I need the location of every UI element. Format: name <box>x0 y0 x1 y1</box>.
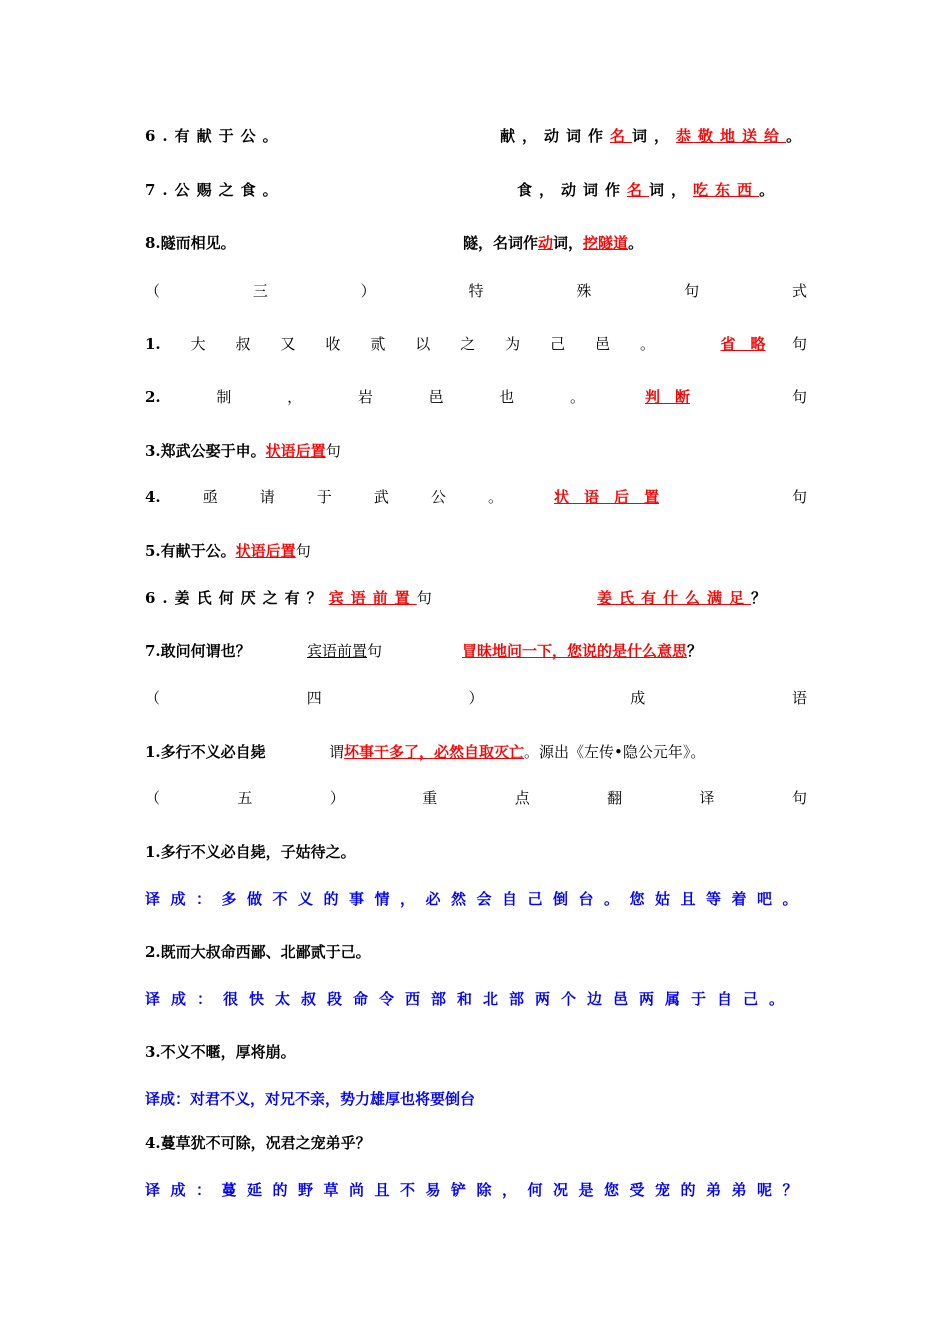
translation-answer-2: 译成：很快太叔段命令西部和北部两个边邑两属于自己。 <box>145 990 796 1008</box>
part2-item8 <box>145 233 807 253</box>
answer: 判 断 <box>645 388 691 406</box>
explanation: 食，动词作名词，吃东西。 <box>517 181 782 199</box>
translation-answer-4: 译成：蔓延的野草尚且不易铲除，何况是您受宠的弟弟呢？ <box>145 1181 809 1199</box>
answer: 省 略 <box>720 335 766 353</box>
translation-sentence-1: 1.多行不义必自毙，子姑待之。 <box>145 843 356 861</box>
answer: 状 语 后 置 <box>554 488 660 506</box>
special-sentence-5: 5.有献于公。状语后置句 <box>145 542 311 560</box>
translation: 姜氏有什么满足？ <box>597 589 774 607</box>
special-sentence-2: 2. 制 ， 岩 邑 也 。 判 断 句 <box>145 388 807 406</box>
special-sentence-6: 6.姜氏何厌之有？宾语前置句 姜氏有什么满足？ <box>145 589 774 607</box>
idiom-item: 1.多行不义必自毙 谓坏事干多了，必然自取灭亡。源出《左传•隐公元年》。 <box>145 743 706 761</box>
translation: 冒昧地问一下，您说的是什么意思？ <box>462 642 703 660</box>
sentence: 7.公赐之食。 <box>145 181 285 199</box>
special-sentence-3: 3.郑武公娶于申。状语后置句 <box>145 442 341 460</box>
explanation: 献，动词作名词，恭敬地送给。 <box>500 127 809 145</box>
section-heading-3: （ 三 ） 特 殊 句 式 <box>145 282 807 300</box>
explanation: 隧，名词作动词，挖隧道。 <box>463 234 644 252</box>
translation-sentence-4: 4.蔓草犹不可除，况君之宠弟乎？ <box>145 1134 371 1152</box>
translation-answer-3: 译成：对君不义，对兄不亲，势力雄厚也将要倒台 <box>145 1090 476 1108</box>
special-sentence-4: 4. 亟 请 于 武 公 。 状 语 后 置 句 <box>145 488 807 506</box>
translation-answer-1: 译成：多做不义的事情，必然会自己倒台。您姑且等着吧。 <box>145 890 809 908</box>
part2-item7 <box>145 180 807 200</box>
section-heading-5: （ 五 ） 重 点 翻 译 句 <box>145 789 807 807</box>
sentence: 8.隧而相见。 <box>145 234 236 252</box>
translation-sentence-3: 3.不义不暱，厚将崩。 <box>145 1043 296 1061</box>
special-sentence-7: 7.敢问何谓也？ 宾语前置句 冒昧地问一下，您说的是什么意思？ <box>145 642 703 660</box>
translation-sentence-2: 2.既而大叔命西鄙、北鄙贰于己。 <box>145 943 371 961</box>
part2-item6 <box>145 126 807 146</box>
section-heading-4: （ 四 ） 成 语 <box>145 689 807 707</box>
sentence: 6.有献于公。 <box>145 127 285 145</box>
special-sentence-1: 1. 大 叔 又 收 贰 以 之 为 己 邑 。 省 略 句 <box>145 335 807 353</box>
